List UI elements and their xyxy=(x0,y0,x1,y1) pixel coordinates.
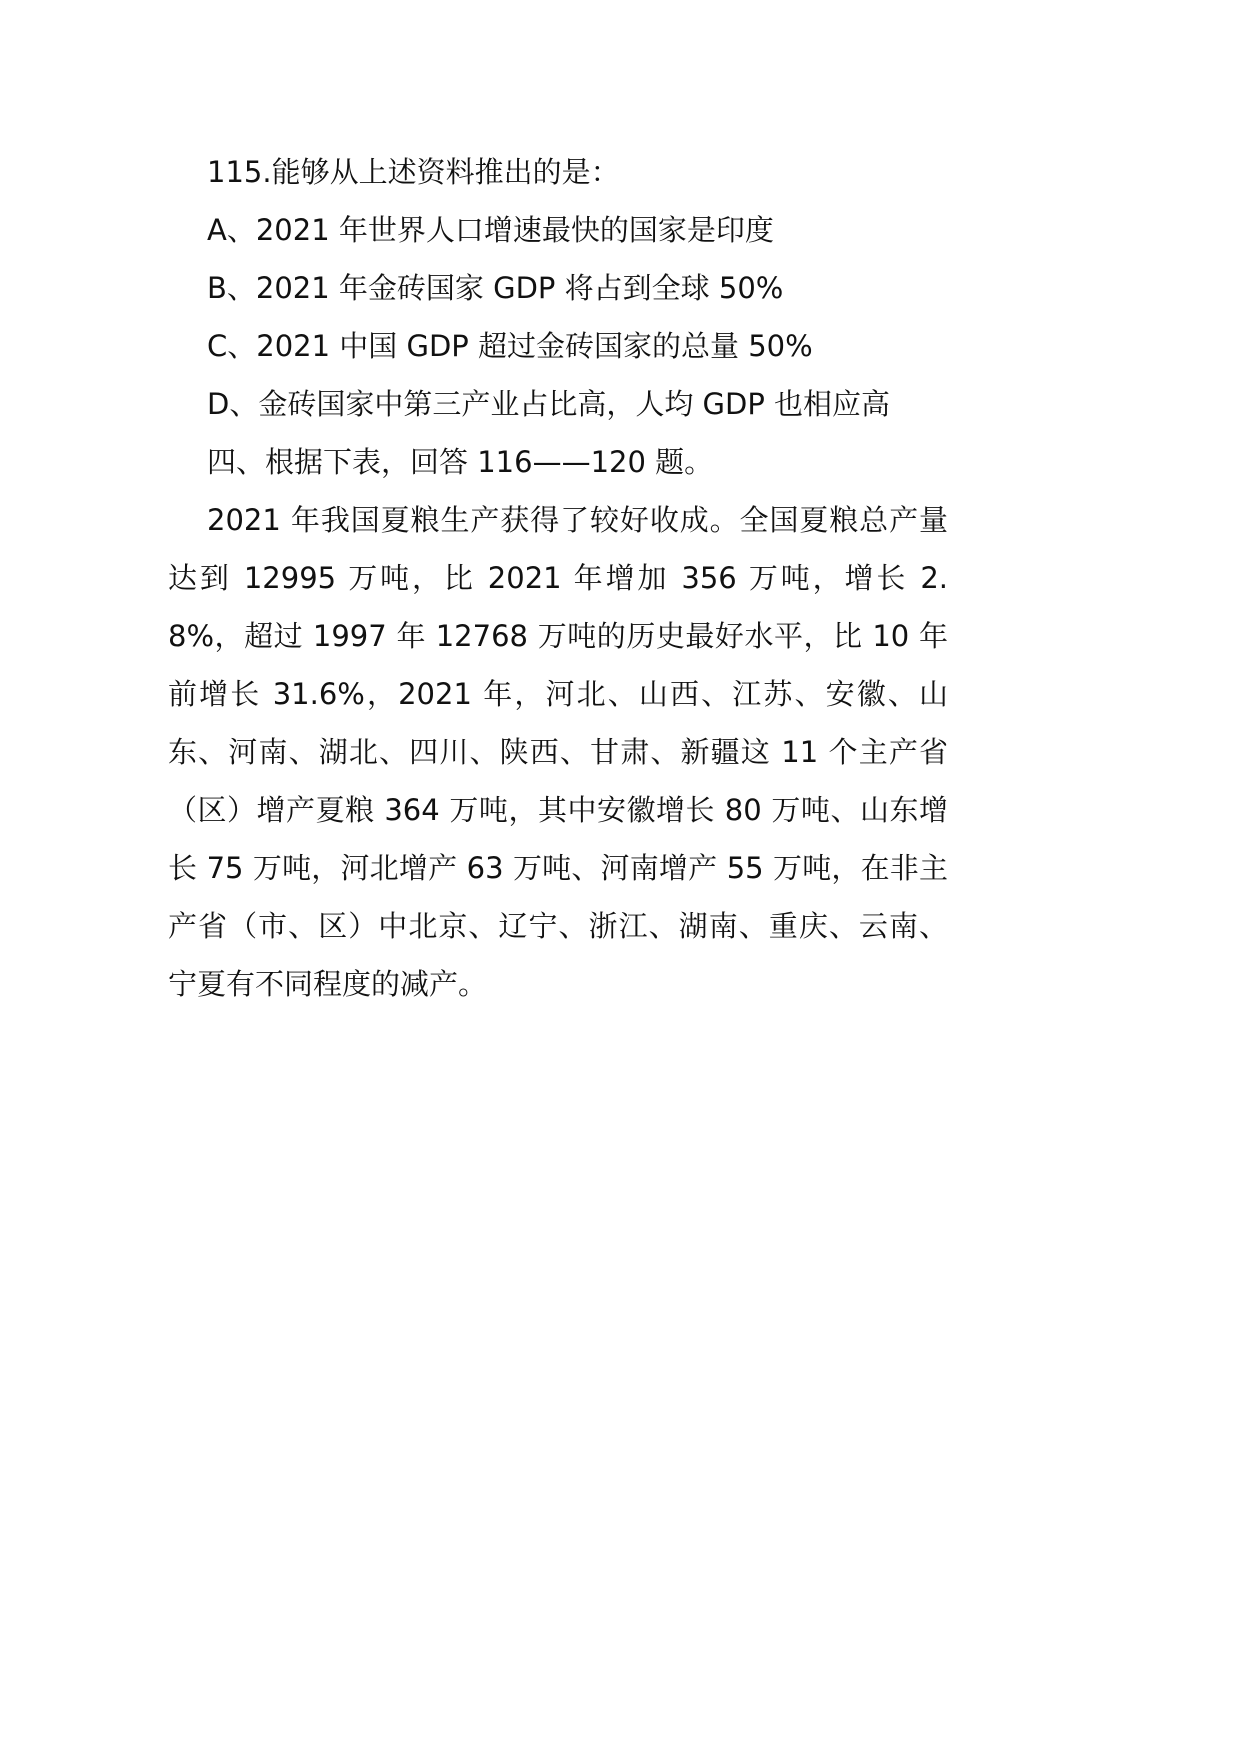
document-content xyxy=(168,143,948,1013)
option-a: A、2021 年世界人口增速最快的国家是印度 xyxy=(207,213,774,247)
section-paragraph: 2021 年我国夏粮生产获得了较好收成。全国夏粮总产量达到 12995 万吨，比 2021 年增加 356 万吨，增长 2.8%，超过 1997 年 12768 万吨的历史最好水平，比 10 年前增长 31.6%，2021 年，河北、山西、江苏、安徽、山东、河南、湖北、四川、陕西、甘肃、新疆这 11 个主产省（区）增产夏粮 364 万吨，其中安徽增长 80 万吨、山东增长 75 万吨，河北增产 63 万吨、河南增产 55 万吨，在非主产省（市、区）中北京、辽宁、浙江、湖南、重庆、云南、宁夏有不同程度的减产。 xyxy=(168,503,948,1001)
option-d: D、金砖国家中第三产业占比高，人均 GDP 也相应高 xyxy=(207,387,891,421)
option-c: C、2021 中国 GDP 超过金砖国家的总量 50% xyxy=(207,329,813,363)
section-heading: 四、根据下表，回答 116——120 题。 xyxy=(207,445,714,479)
question-stem: 115.能够从上述资料推出的是： xyxy=(207,155,620,189)
option-b: B、2021 年金砖国家 GDP 将占到全球 50% xyxy=(207,271,784,305)
